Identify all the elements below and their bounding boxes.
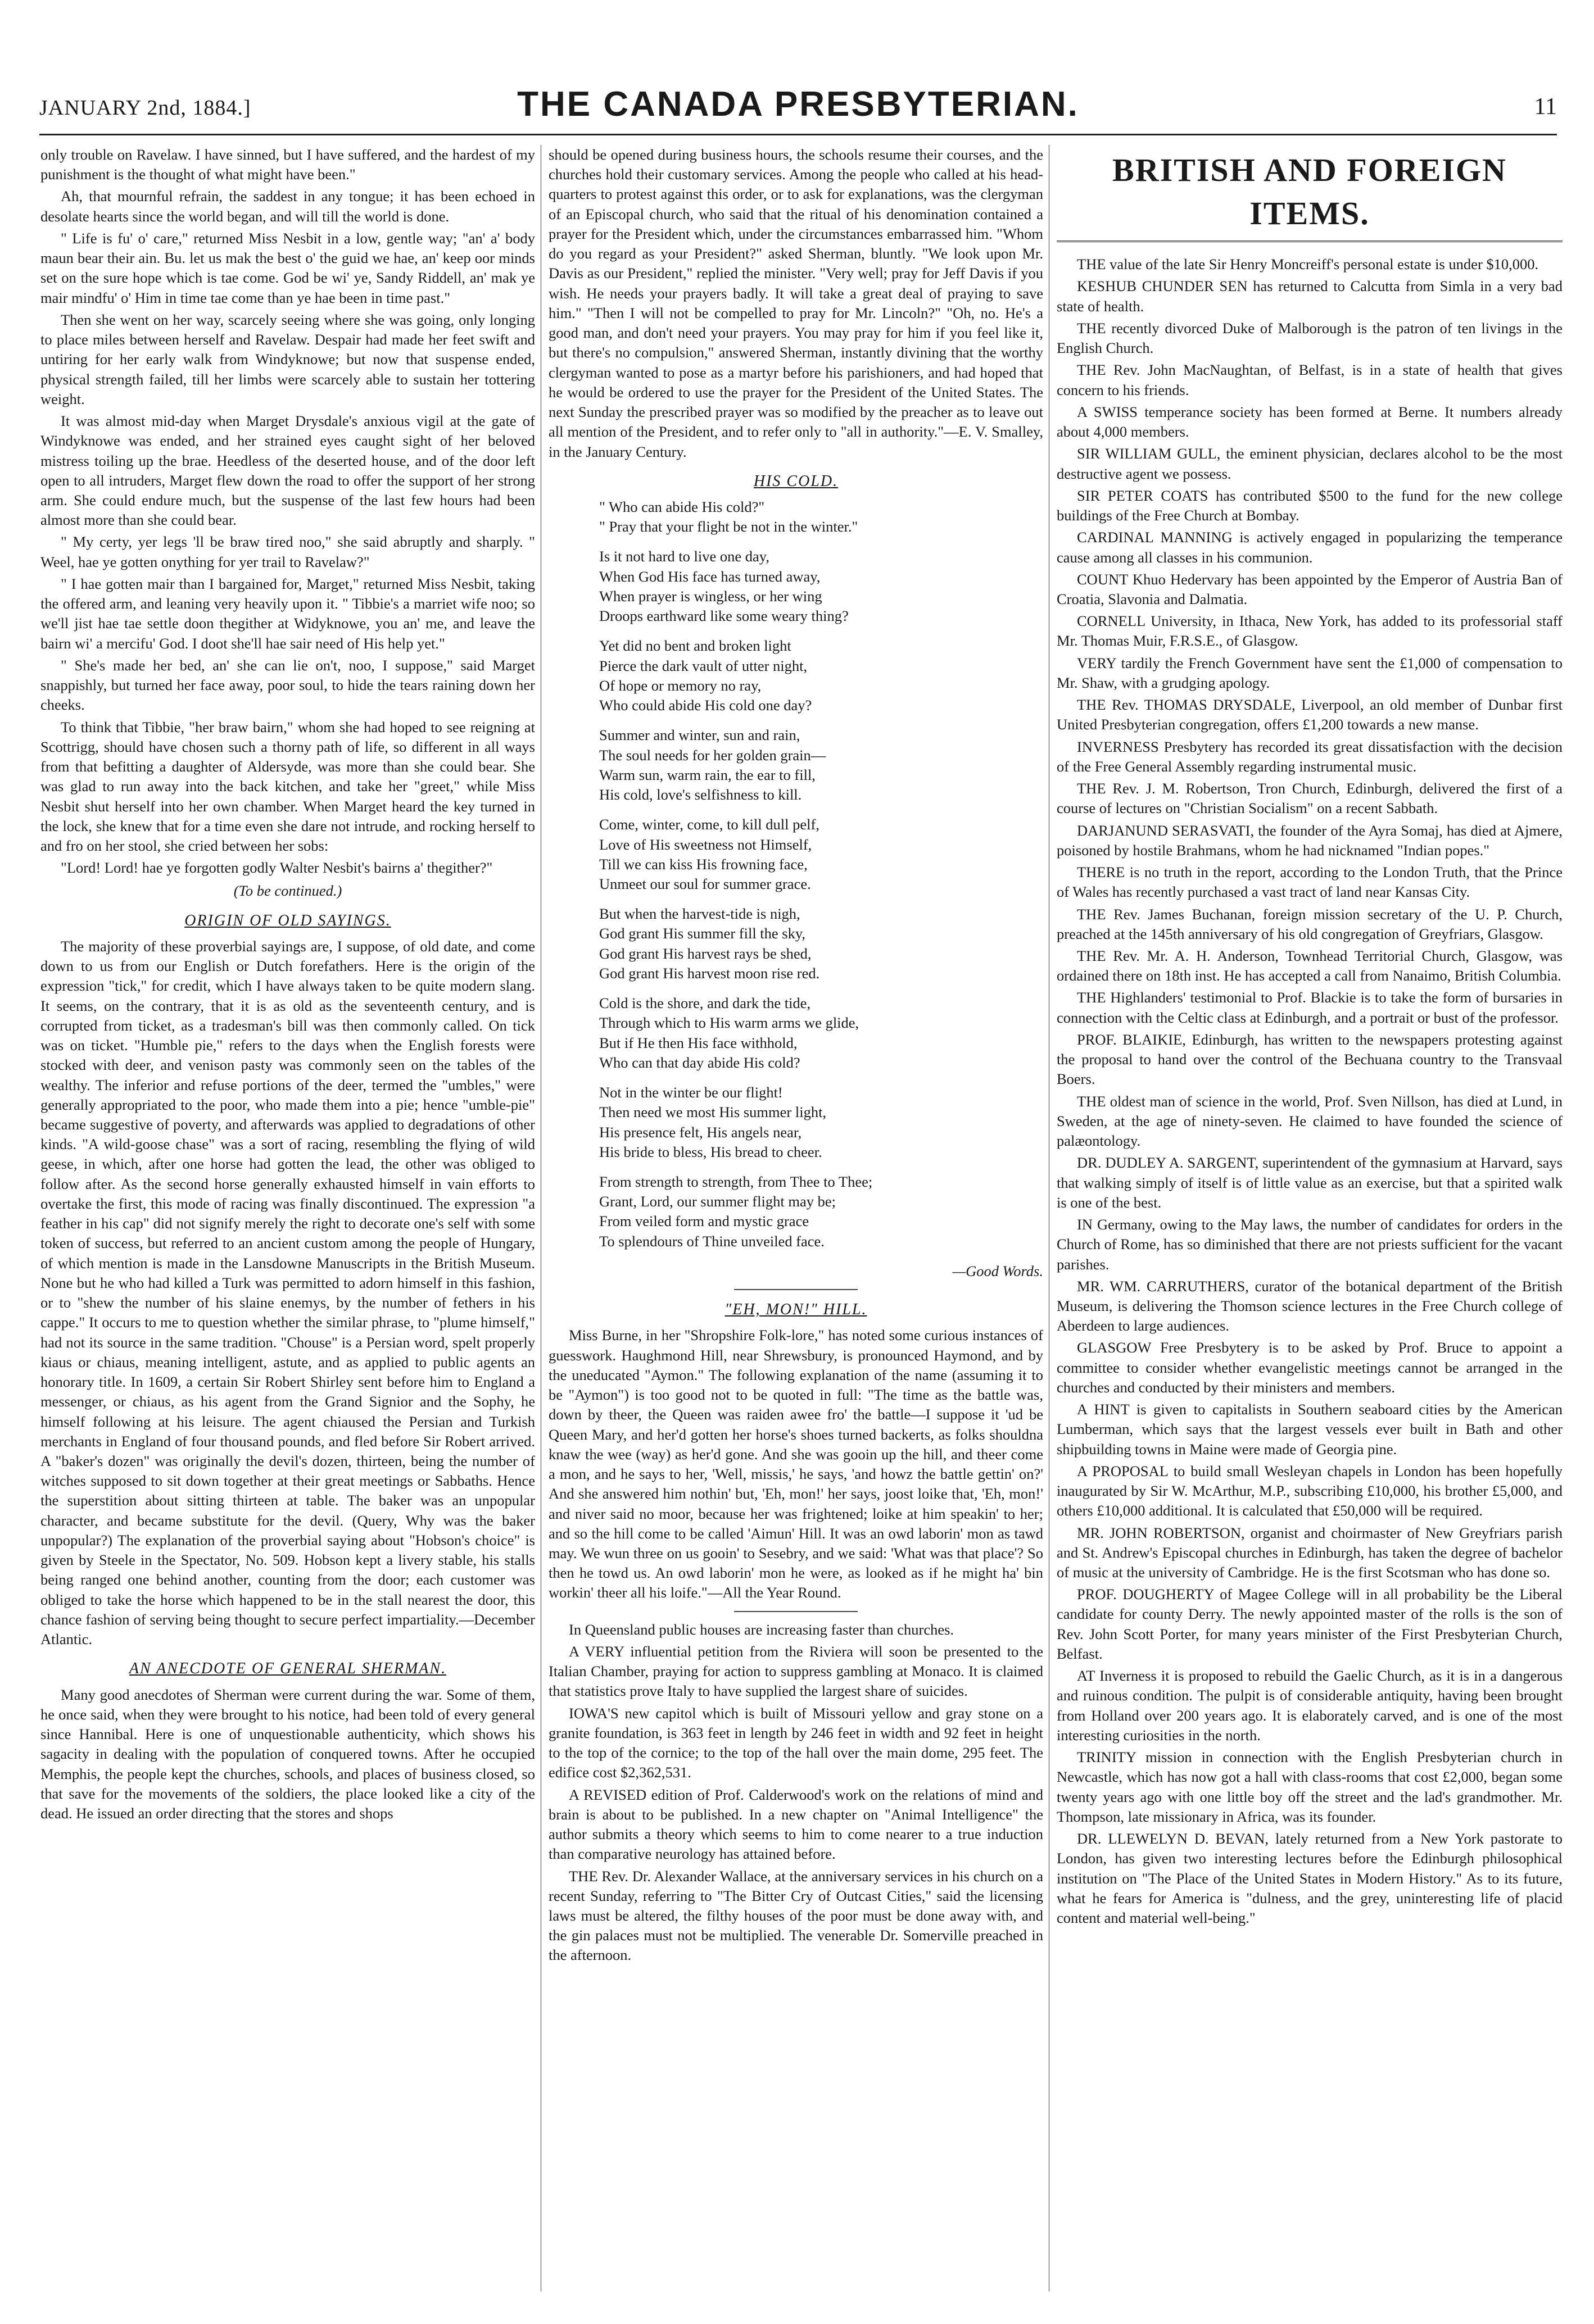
paragraph: MR. WM. CARRUTHERS, curator of the botanical department of the British Museum, is delivering the Thomson science lectures in the Free Church college of Aberdeen to large audiences. bbox=[1057, 1277, 1563, 1335]
poem-line: When God His face has turned away, bbox=[599, 568, 821, 585]
paragraph: PROF. BLAIKIE, Edinburgh, has written to the newspapers protesting against the proposal to hand over the control of the Bechuana country to the Transvaal Boers. bbox=[1057, 1031, 1563, 1088]
paragraph: IN Germany, owing to the May laws, the number of candidates for orders in the Church of Rome, has so diminished that there are not priests sufficient for the vacant parishes. bbox=[1057, 1216, 1563, 1273]
paragraph: SIR WILLIAM GULL, the eminent physician, declares alcohol to be the most destructive agent we possess. bbox=[1057, 445, 1563, 482]
paragraph: THE Rev. J. M. Robertson, Tron Church, Edinburgh, delivered the first of a course of lectures on "Christian Socialism" on a recent Sabbath. bbox=[1057, 780, 1563, 817]
poem-line: Who could abide His cold one day? bbox=[599, 697, 812, 714]
paragraph: CORNELL University, in Ithaca, New York, has added to its professorial staff Mr. Thomas Muir, F.R.S.E., of Glasgow. bbox=[1057, 612, 1563, 650]
paragraph: A VERY influential petition from the Riviera will soon be presented to the Italian Chamber, praying for action to suppress gambling at Monaco. It is claimed that statistics prove Italy to have supplied the largest share of suicides. bbox=[549, 1642, 1043, 1700]
poem-line: Grant, Lord, our summer flight may be; bbox=[599, 1193, 836, 1210]
paragraph: A PROPOSAL to build small Wesleyan chapels in London has been hopefully inaugurated by Sir W. McArthur, M.P., subscribing £10,000, his brother £5,000, and others £10,000 additional. It is calculated that £50,000 will be required. bbox=[1057, 1462, 1563, 1519]
paragraph: DARJANUND SERASVATI, the founder of the Ayra Somaj, has died at Ajmere, poisoned by hostile Brahmans, whom he had nicknamed "Indian popes." bbox=[1057, 821, 1563, 859]
paragraph: THE value of the late Sir Henry Moncreiff's personal estate is under $10,000. bbox=[1077, 256, 1539, 273]
anecdote-article bbox=[40, 1685, 535, 1824]
poem-line: But if He then His face withhold, bbox=[599, 1034, 798, 1051]
poem-line: Love of His sweetness not Himself, bbox=[599, 836, 812, 853]
poem-line: Pierce the dark vault of utter night, bbox=[599, 657, 808, 674]
issue-date: JANUARY 2nd, 1884.] bbox=[39, 96, 251, 120]
poem-line: The soul needs for her golden grain— bbox=[599, 746, 826, 764]
paragraph: " My certy, yer legs 'll be braw tired noo," she said abruptly and sharply. " Weel, hae ye gotten onything for yer trail to Ravelaw?" bbox=[40, 533, 535, 570]
paragraph: To think that Tibbie, "her braw bairn," whom she had hoped to see reigning at Scottrigg, should have chosen such a thorny path of life, so different in all ways from that befitting a daughter of Aldersyde, was more than she could bear. She was glad to run away into the back kitchen, and take her "greet," while Miss Nesbit shut herself into her own chamber. When Marget heard the key turned in the lock, she knew that for a time even she dare not intrude, and rocking herself to and fro on her stool, she cried between her sobs: bbox=[40, 718, 535, 854]
page-number: 11 bbox=[1534, 94, 1557, 120]
poem-line: Is it not hard to live one day, bbox=[599, 548, 769, 565]
poem-stanza bbox=[599, 725, 1043, 805]
paragraph: Ah, that mournful refrain, the saddest in any tongue; it has been echoed in desolate hearts since the world began, and will till the world is done. bbox=[40, 188, 535, 225]
paragraph: VERY tardily the French Government have sent the £1,000 of compensation to Mr. Shaw, with a grudging apology. bbox=[1057, 654, 1563, 691]
paragraph: In Queensland public houses are increasing faster than churches. bbox=[569, 1621, 954, 1638]
section-rule bbox=[734, 1289, 858, 1290]
paragraph: THE Rev. James Buchanan, foreign mission secretary of the U. P. Church, preached at the 145th anniversary of his old congregation of Greyfriars, Glasgow. bbox=[1057, 905, 1563, 942]
poem-stanza bbox=[599, 815, 1043, 894]
poem-line: But when the harvest-tide is nigh, bbox=[599, 905, 800, 923]
poem-line: Who can that day abide His cold? bbox=[599, 1054, 800, 1071]
column-1 bbox=[40, 145, 535, 2303]
column-3 bbox=[1057, 145, 1563, 2303]
news-notes bbox=[549, 1620, 1043, 1966]
paragraph: INVERNESS Presbytery has recorded its great dissatisfaction with the decision of the Free General Assembly regarding instrumental music. bbox=[1057, 738, 1563, 775]
poem-line: When prayer is wingless, or her wing bbox=[599, 587, 822, 605]
poem-line: Till we can kiss His frowning face, bbox=[599, 855, 808, 873]
anecdote-title: AN ANECDOTE OF GENERAL SHERMAN. bbox=[129, 1660, 447, 1678]
paragraph: Many good anecdotes of Sherman were current during the war. Some of them, he once said, when they were brought to his notice, had been told of every general since Hannibal. Here is one of unquestionable authenticity, which shows his sagacity in dealing with the population of conquered towns. After he occupied Memphis, the people kept the churches, schools, and places of business closed, so that save for the movements of the soldiers, the place looked like a city of the dead. He issued an order directing that the stores and shops bbox=[40, 1686, 535, 1822]
paragraph: KESHUB CHUNDER SEN has returned to Calcutta from Simla in a very bad state of health. bbox=[1057, 278, 1563, 315]
poem-stanza bbox=[599, 993, 1043, 1073]
poem-line: Through which to His warm arms we glide, bbox=[599, 1014, 859, 1032]
poem-line: God grant His harvest moon rise red. bbox=[599, 964, 820, 982]
poem-stanza bbox=[599, 636, 1043, 715]
origin-article bbox=[40, 937, 535, 1649]
poem-line: " Who can abide His cold?" bbox=[599, 498, 765, 515]
paragraph: Then she went on her way, scarcely seeing where she was going, only longing to place miles between herself and Ravelaw. Despair had made her feet swift and untiring for her early walk from Windyknowe; but now that suspense ended, physical strength failed, till her limbs were scarcely able to sustain her tottering weight. bbox=[40, 311, 535, 407]
poem-line: Then need we most His summer light, bbox=[599, 1104, 827, 1121]
paragraph: only trouble on Ravelaw. I have sinned, but I have suffered, and the hardest of my punishment is the thought of what might have been." bbox=[40, 146, 535, 183]
paragraph: A SWISS temperance society has been formed at Berne. It numbers already about 4,000 members. bbox=[1057, 403, 1563, 441]
paragraph: THE oldest man of science in the world, Prof. Sven Nillson, has died at Lund, in Sweden, at the age of ninety-seven. He claimed to have founded the science of palæontology. bbox=[1057, 1092, 1563, 1150]
poem-line: Unmeet our soul for summer grace. bbox=[599, 875, 811, 892]
paragraph: PROF. DOUGHERTY of Magee College will in all probability be the Liberal candidate for county Derry. The newly appointed master of the rolls is the son of Rev. John Scott Porter, for many years minister of the First Presbyterian Church, Belfast. bbox=[1057, 1586, 1563, 1662]
section-rule-2 bbox=[734, 1611, 858, 1612]
poem-line: Come, winter, come, to kill dull pelf, bbox=[599, 816, 819, 833]
poem-line: To splendours of Thine unveiled face. bbox=[599, 1232, 825, 1250]
poem-line: God grant His harvest rays be shed, bbox=[599, 945, 812, 962]
paragraph: Miss Burne, in her "Shropshire Folk-lore," has noted some curious instances of guesswork. Haughmond Hill, near Shrewsbury, is pronounced Haymond, and by the uneducated "Aymon." The following explanation of the name (assuming it to be "Aymon") is too good not to be quoted in full: "The time as the battle was, down by theer, the Queen was raiden awee fro' the battle—I suppose it 'ud be Queen Mary, and her'd gotten her horse's shoes turned backerts, as folks shouldna knaw the wee (way) as her'd gone. And she was gooin up the hill, and theer come a mon, and he says to her, 'Well, missis,' he says, 'and howz the battle gettin' on?' And she answered him nothin' but, 'Eh, mon!' her says, joost loike that, 'Eh, mon!' and niver said no moor, because her was frightened; loike at him speakin' to her; and so the hill come to be called 'Aimun' Hill. It was an owd laborin' mon as tawd may. We wun three on us gooin' to Sesebry, and we said: 'What was that place'? So then he towd us. An owd laborin' mon he were, as looked as if he might ha' bin workin' theer all his loife."—All the Year Round. bbox=[549, 1327, 1043, 1601]
masthead-title: THE CANADA PRESBYTERIAN. bbox=[517, 85, 1079, 124]
paragraph: THERE is no truth in the report, according to the London Truth, that the Prince of Wales has recently purchased a vast tract of land near Kansas City. bbox=[1057, 864, 1563, 901]
poem-stanza bbox=[599, 1083, 1043, 1162]
paragraph: DR. LLEWELYN D. BEVAN, lately returned from a New York pastorate to London, has given two interesting lectures before the Edinburgh philosophical institution on "The Place of the United States in Modern History." As to its future, what he fears for America is "dulness, and the grey, uninteresting life of placid content and material well-being." bbox=[1057, 1830, 1563, 1926]
to-be-continued: (To be continued.) bbox=[233, 882, 342, 900]
paragraph: GLASGOW Free Presbytery is to be asked by Prof. Bruce to appoint a committee to consider whether evangelistic meetings cannot be arranged in the churches and conducted by their ministers and members. bbox=[1057, 1339, 1563, 1396]
hill-title: "EH, MON!" HILL. bbox=[724, 1301, 867, 1319]
paragraph: A REVISED edition of Prof. Calderwood's work on the relations of mind and brain is about to be published. In a new chapter on "Animal Intelligence" the author submits a theory which seems to him to come nearer to a true induction than comparative neurology has attained before. bbox=[549, 1786, 1043, 1863]
paragraph: AT Inverness it is proposed to rebuild the Gaelic Church, as it is in a dangerous and ruinous condition. The pulpit is of considerable antiquity, having been brought from Holland over 200 years ago. It is elaborately carved, and is one of the most interesting curiosities in the north. bbox=[1057, 1667, 1563, 1744]
poem-line: " Pray that your flight be not in the winter." bbox=[599, 518, 858, 535]
poem-line: From strength to strength, from Thee to Thee; bbox=[599, 1173, 873, 1191]
paragraph: "Lord! Lord! hae ye forgotten godly Walter Nesbit's bairns a' thegither?" bbox=[61, 859, 493, 877]
header-rule bbox=[39, 134, 1557, 135]
paragraph: THE recently divorced Duke of Malborough is the patron of ten livings in the English Church. bbox=[1057, 319, 1563, 357]
page-header bbox=[39, 84, 1557, 129]
poem-line: His bride to bless, His bread to cheer. bbox=[599, 1143, 822, 1160]
origin-title: ORIGIN OF OLD SAYINGS. bbox=[184, 911, 391, 929]
paragraph: " She's made her bed, an' she can lie on't, noo, I suppose," said Marget snappishly, but turned her face away, poor soul, to hide the tears raining down her cheeks. bbox=[40, 656, 535, 714]
poem-line: His cold, love's selfishness to kill. bbox=[599, 786, 802, 804]
poem-line: Summer and winter, sun and rain, bbox=[599, 727, 800, 744]
poem-line: Not in the winter be our flight! bbox=[599, 1084, 783, 1101]
poem-stanza bbox=[599, 547, 1043, 626]
paragraph: DR. DUDLEY A. SARGENT, superintendent of the gymnasium at Harvard, says that walking simply of itself is of little value as an exercise, but that a spirited walk is one of the best. bbox=[1057, 1154, 1563, 1211]
poem-source: —Good Words. bbox=[952, 1262, 1043, 1279]
paragraph: A HINT is given to capitalists in Southern seaboard cities by the American Lumberman, which says that the largest vessels ever built in Bath and other shipbuilding towns in Maine were made of Georgia pine. bbox=[1057, 1401, 1563, 1458]
poem-line: Of hope or memory no ray, bbox=[599, 677, 762, 694]
paragraph: " I hae gotten mair than I bargained for, Marget," returned Miss Nesbit, taking the offered arm, and leaning very heavily upon it. " Tibbie's a marriet wife noo; so we'll jist hae tae settle doon thegither at Widyknowe, you an' me, and leave the bairn wi' a mercifu' God. I doot she'll hae sair need of His help yet." bbox=[40, 575, 535, 652]
poem-line: Cold is the shore, and dark the tide, bbox=[599, 995, 811, 1012]
paragraph: IOWA'S new capitol which is built of Missouri yellow and gray stone on a granite foundation, is 363 feet in length by 246 feet in width and 92 feet in height to the top of the cornice; to the top of the hall over the main dome, 295 feet. The edifice cost $2,362,531. bbox=[549, 1704, 1043, 1781]
paragraph: THE Rev. THOMAS DRYSDALE, Liverpool, an old member of Dunbar first United Presbyterian congregation, offers £1,200 towards a new manse. bbox=[1057, 696, 1563, 733]
items-banner: BRITISH AND FOREIGN ITEMS. bbox=[1057, 148, 1563, 242]
column-2 bbox=[549, 145, 1043, 2303]
paragraph: THE Highlanders' testimonial to Prof. Blackie is to take the form of bursaries in connection with the Celtic class at Edinburgh, and a portrait or bust of the professor. bbox=[1057, 989, 1563, 1026]
story-continuation bbox=[40, 145, 535, 878]
poem-line: Droops earthward like some weary thing? bbox=[599, 607, 849, 625]
poem-stanza bbox=[599, 1172, 1043, 1251]
poem-line: His presence felt, His angels near, bbox=[599, 1123, 802, 1141]
paragraph: It was almost mid-day when Marget Drysdale's anxious vigil at the gate of Windyknowe was ended, and her strained eyes caught sight of her beloved mistress toiling up the brae. Heedless of the deserted house, and of the door left open to all intruders, Marget flew down the road to offer the support of her strong arm. She could endure much, but the suspense of the last few hours had been almost more than she could bear. bbox=[40, 412, 535, 529]
paragraph: THE Rev. John MacNaughtan, of Belfast, is in a state of health that gives concern to his friends. bbox=[1057, 361, 1563, 398]
poem-body bbox=[599, 497, 1043, 1251]
paragraph: " Life is fu' o' care," returned Miss Nesbit in a low, gentle way; "an' a' body maun bear their ain. Bu. let us mak the best o' the guid we hae, an' keep oor minds set on the sure hope which is tae come. God be wi' ye, Sandy Riddell, an' mak ye mair mindfu' o' Him in time tae come than ye hae been in time past." bbox=[40, 229, 535, 306]
poem-title: HIS COLD. bbox=[753, 472, 839, 490]
sherman-continuation bbox=[549, 145, 1043, 462]
hill-article bbox=[549, 1326, 1043, 1603]
paragraph: MR. JOHN ROBERTSON, organist and choirmaster of New Greyfriars parish and St. Andrew's Episcopal churches in Edinburgh, has taken the degree of bachelor of music at the university of Cambridge. He is the first Scotsman who has done so. bbox=[1057, 1524, 1563, 1581]
poem-line: Warm sun, warm rain, the ear to fill, bbox=[599, 766, 816, 783]
items-list bbox=[1057, 255, 1563, 1928]
paragraph: SIR PETER COATS has contributed $500 to the fund for the new college buildings of the Free Church at Bombay. bbox=[1057, 487, 1563, 524]
paragraph: TRINITY mission in connection with the English Presbyterian church in Newcastle, which has now got a hall with class-rooms that cost £2,000, began some twenty years ago with one little boy off the street and the lad's grandmother. Mr. Thompson, late missionary in Africa, was its founder. bbox=[1057, 1749, 1563, 1825]
poem-line: From veiled form and mystic grace bbox=[599, 1213, 809, 1230]
poem-stanza bbox=[599, 904, 1043, 983]
paragraph: THE Rev. Mr. A. H. Anderson, Townhead Territorial Church, Glasgow, was ordained there on 18th inst. He has accepted a call from Nanaimo, British Columbia. bbox=[1057, 947, 1563, 984]
poem-line: Yet did no bent and broken light bbox=[599, 637, 791, 655]
paragraph: CARDINAL MANNING is actively engaged in popularizing the temperance cause among all classes in his communion. bbox=[1057, 529, 1563, 566]
paragraph: should be opened during business hours, the schools resume their courses, and the churches hold their customary services. Among the people who called at his head-quarters to protest against this order, or to ask for explanations, was the clergyman of an Episcopal church, who said that the ritual of his denomination contained a prayer for the President which, under the circumstances embarrassed him. "Whom do you regard as your President?" asked Sherman, bluntly. "We look upon Mr. Davis as our President," replied the minister. "Very well; pray for Jeff Davis if you wish. He needs your prayers badly. It will take a great deal of praying to save him." "Then I will not be compelled to pray for Mr. Lincoln?" "Oh, no. He's a good man, and don't need your prayers. You may pray for him if you feel like it, but there's no compulsion," answered Sherman, instantly divining that the worthy clergyman wanted to pose as a martyr before his parishioners, and had hoped that he would be ordered to use the prayer for the President of the United States. The next Sunday the prescribed prayer was so modified by the preacher as to leave out all mention of the President, and to refer only to "all in authority."—E. V. Smalley, in the January Century. bbox=[549, 146, 1043, 460]
paragraph: The majority of these proverbial sayings are, I suppose, of old date, and come down to us from our English or Dutch forefathers. Here is the origin of the expression "tick," for credit, which I have always taken to be quite modern slang. It seems, on the contrary, that it is as old as the seventeenth century, and is corrupted from ticket, as a tradesman's bill was then commonly called. On tick was on ticket. "Humble pie," refers to the days when the English forests were stocked with deer, and venison pasty was commonly seen on the tables of the wealthy. The inferior and refuse portions of the deer, termed the "umbles," were generally appropriated to the poor, who made them into a pie; hence "umble-pie" became suggestive of poverty, and afterwards was applied to degradations of other kinds. "A wild-goose chase" was a sort of racing, resembling the flying of wild geese, in which, after one horse had gotten the lead, the other was obliged to follow after. As the second horse generally exhausted himself in vain efforts to overtake the first, this mode of racing was finally discontinued. The expression "a feather in his cap" did not signify merely the right to decorate one's self with some token of success, but referred to an ancient custom among the people of Hungary, of which mention is made in the Lansdowne Manuscripts in the British Museum. None but he who had killed a Turk was permitted to adorn himself in this fashion, or to "shew the number of his slaine enemys, by the number of fethers in his cappe." It occurs to me to question whether the similar phrase, to "plume himself," had not its source in the same tradition. "Chouse" is a Persian word, spelt properly kiaus or chiaus, meaning intelligent, astute, and as applied to public agents an honorary title. In 1609, a certain Sir Robert Shirley sent before him to England a messenger, or chiaus, as his agent from the Grand Signior and the Sophy, he himself following at his leisure. The agent chiaused the Persian and Turkish merchants in England of four thousand pounds, and fled before Sir Robert arrived. A "baker's dozen" was originally the devil's dozen, thirteen, being the number of witches supposed to sit down together at their great meetings or Sabbaths. Hence the superstition about sitting thirteen at table. The baker was an unpopular character, and became substitute for the devil. (Query, Why was the baker unpopular?) The explanation of the proverbial saying about "Hobson's choice" is given by Steele in the Spectator, No. 509. Hobson kept a livery stable, his stalls being ranged one behind another, counting from the door; each customer was obliged to take the horse which happened to be in the stall nearest the door, this chance fashion of serving being thought to secure perfect impartiality.—December Atlantic. bbox=[40, 937, 535, 1648]
paragraph: THE Rev. Dr. Alexander Wallace, at the anniversary services in his church on a recent Sunday, referring to "The Bitter Cry of Outcast Cities," said the licensing laws must be altered, the filthy houses of the poor must be done away with, and the gin palaces must not be multiplied. The venerable Dr. Somerville preached in the afternoon. bbox=[549, 1867, 1043, 1964]
poem-stanza bbox=[599, 497, 1043, 537]
poem-line: God grant His summer fill the sky, bbox=[599, 925, 806, 942]
paragraph: COUNT Khuo Hedervary has been appointed by the Emperor of Austria Ban of Croatia, Slavonia and Dalmatia. bbox=[1057, 570, 1563, 607]
